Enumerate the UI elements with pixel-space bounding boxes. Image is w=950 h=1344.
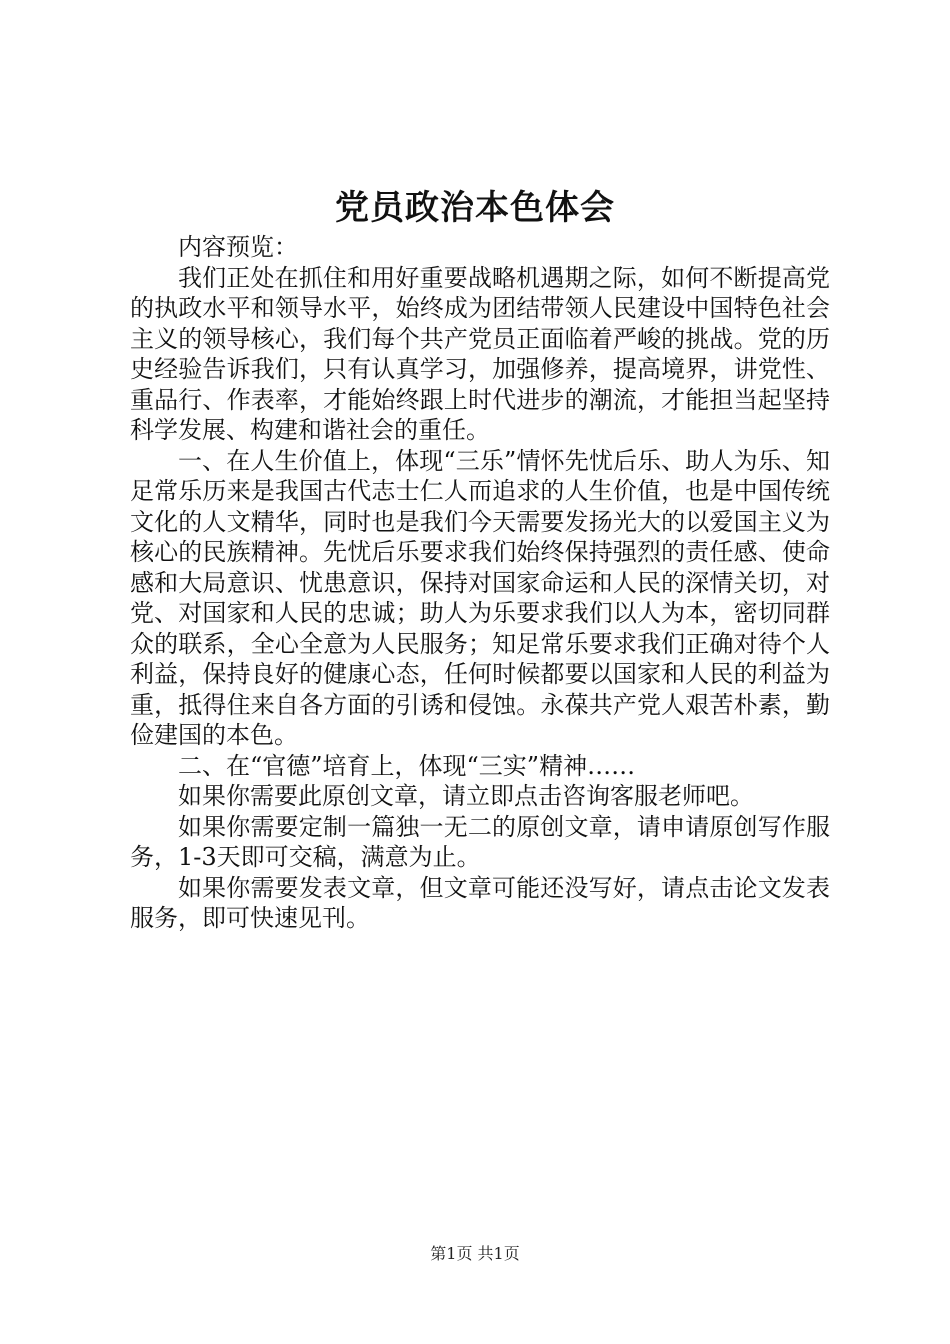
page-number-footer: 第1页 共1页 (430, 1244, 520, 1263)
paragraph-contact-service: 如果你需要此原创文章，请立即点击咨询客服老师吧。 (178, 782, 754, 810)
paragraph-publishing-service: 如果你需要发表文章，但文章可能还没写好，请点击论文发表服务，即可快速见刊。 (130, 873, 830, 932)
paragraph-intro: 我们正处在抓住和用好重要战略机遇期之际，如何不断提高党的执政水平和领导水平，始终成为团结带领人民建设中国特色社会主义的领导核心，我们每个共产党员正面临着严峻的挑战。党的历史经验告诉我们，只有认真学习，加强修养，提高境界，讲党性、重品行、作表率，才能始终跟上时代进步的潮流，才能担当起坚持科学发展、构建和谐社会的重任。 (130, 263, 830, 444)
paragraph-custom-writing: 如果你需要定制一篇独一无二的原创文章，请申请原创写作服务，1-3天即可交稿，满意为止。 (130, 812, 830, 871)
paragraph-section-one: 一、在人生价值上，体现“三乐”情怀先忧后乐、助人为乐、知足常乐历来是我国古代志士仁人而追求的人生价值，也是中国传统文化的人文精华，同时也是我们今天需要发扬光大的以爱国主义为核心的民族精神。先忧后乐要求我们始终保持强烈的责任感、使命感和大局意识、忧患意识，保持对国家命运和人民的深情关切，对党、对国家和人民的忠诚；助人为乐要求我们以人为本，密切同群众的联系，全心全意为人民服务；知足常乐要求我们正确对待个人利益，保持良好的健康心态，任何时候都要以国家和人民的利益为重，抵得住来自各方面的引诱和侵蚀。永葆共产党人艰苦朴素，勤俭建国的本色。 (130, 446, 830, 749)
paragraph-preview-label: 内容预览： (178, 233, 298, 261)
document-body (130, 232, 830, 934)
paragraph-section-two: 二、在“官德”培育上，体现“三实”精神…… (178, 751, 636, 780)
document-title: 党员政治本色体会 (335, 188, 615, 228)
